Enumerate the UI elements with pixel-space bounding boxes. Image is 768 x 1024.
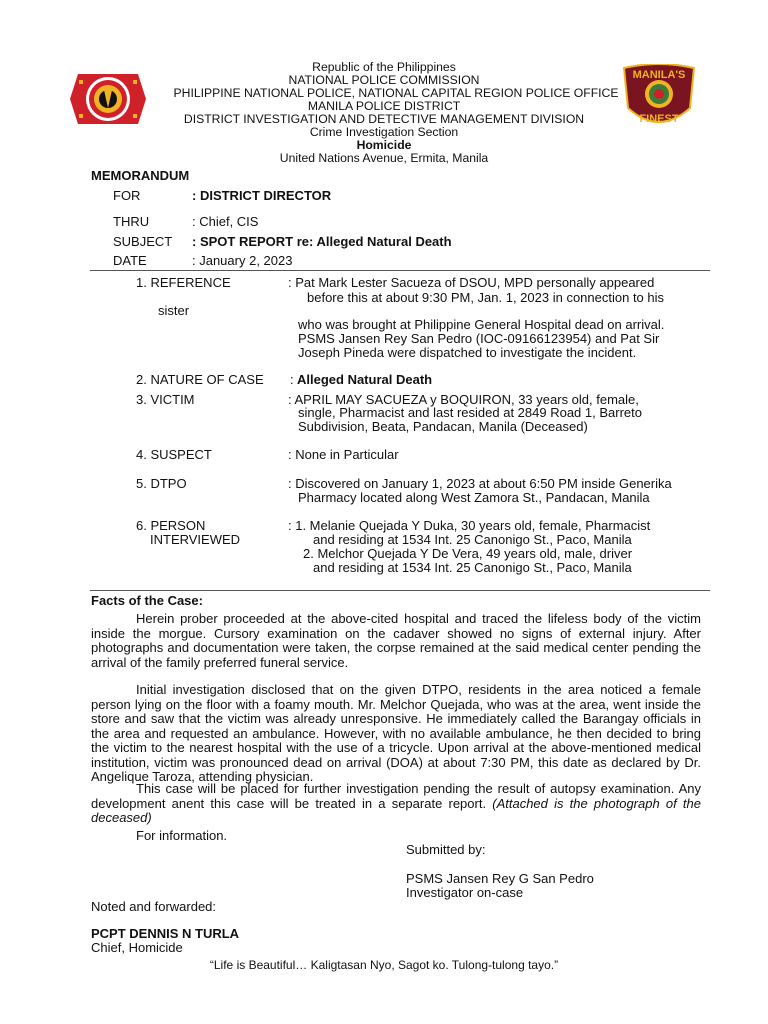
facts-p2-text: Initial investigation disclosed that on the given DTPO, residents in the area noticed a female person lying on the floor with a foamy mouth. Mr. Melchor Quejada, who was at the area, went inside the store and saw that the victim was already unresponsive. He immediately called the Barangay officials in the area and requested an ambulance. However, with no available ambulance, he then decided to bring the victim to the nearest hospital with the use of a tricycle. Upon arrival at the above-mentioned medical institution, victim was pronounced dead on arrival (DOA) at about 7:30 PM, this date as declared by Dr. Angelique Taroza, attending physician. [91,682,701,784]
subject-value: : SPOT REPORT re: Alleged Natural Death [192,234,452,249]
reference-sister: sister [158,303,190,318]
suspect-label: 4. SUSPECT [136,447,212,462]
submitted-by-label: Submitted by: [406,842,486,857]
person-label1: 6. PERSON [136,518,206,533]
person-line2: and residing at 1534 Int. 25 Canonigo St., Paco, Manila [313,532,632,547]
submitter-role: Investigator on-case [406,885,524,900]
facts-paragraph-1 [91,612,701,670]
memo-title: MEMORANDUM [91,168,190,183]
person-line4: and residing at 1534 Int. 25 Canonigo St., Paco, Manila [313,560,632,575]
chief-name: PCPT DENNIS N TURLA [91,926,240,941]
seal-bottom-text: FINEST [639,113,679,125]
reference-line5: Joseph Pineda were dispatched to investigate the incident. [298,345,637,360]
victim-line2: single, Pharmacist and last resided at 2849 Road 1, Barreto [298,405,642,420]
header-section: Crime Investigation Section [309,125,459,139]
dtpo-line2: Pharmacy located along West Zamora St., Pandacan, Manila [298,490,650,505]
person-label2: INTERVIEWED [150,532,241,547]
seal-top-text: MANILA'S [632,69,686,81]
reference-line4: PSMS Jansen Rey San Pedro (IOC-09166123954) and Pat Sir [298,331,660,346]
facts-p1-text: Herein prober proceeded at the above-cited hospital and traced the lifeless body of the victim inside the morgue. Cursory examination on the cadaver showed no signs of external injury. After photographs and documentation were taken, the corpse remained at the said medical center pending the arrival of the family preferred funeral service. [91,611,701,670]
victim-label: 3. VICTIM [136,392,195,407]
header-commission: NATIONAL POLICE COMMISSION [288,73,480,87]
header-unit: Homicide [356,138,412,152]
facts-heading: Facts of the Case: [91,593,203,608]
thru-value: : Chief, CIS [192,214,259,229]
header-address: United Nations Avenue, Ermita, Manila [279,151,489,165]
noted-forwarded-label: Noted and forwarded: [91,899,217,914]
nature-value: Alleged Natural Death [297,372,433,387]
for-label: FOR [113,188,141,203]
footer-motto: “Life is Beautiful… Kaligtasan Nyo, Sagot ko. Tulong-tulong tayo.” [209,958,559,972]
victim-line1: : APRIL MAY SACUEZA y BOQUIRON, 33 years old, female, [288,392,639,407]
date-value: : January 2, 2023 [192,253,293,268]
facts-paragraph-2 [91,683,701,785]
date-label: DATE [113,253,147,268]
reference-line1: : Pat Mark Lester Sacueza of DSOU, MPD personally appeared [288,275,655,290]
reference-line2: before this at about 9:30 PM, Jan. 1, 2023 in connection to his [307,290,665,305]
facts-paragraph-3 [91,782,701,826]
suspect-value: : None in Particular [288,447,399,462]
facts-divider [90,590,710,591]
dtpo-line1: : Discovered on January 1, 2023 at about 6:50 PM inside Generika [288,476,672,491]
dtpo-label: 5. DTPO [136,476,187,491]
header-republic: Republic of the Philippines [312,60,456,74]
for-value: : DISTRICT DIRECTOR [192,188,332,203]
memo-divider [90,270,710,271]
chief-role: Chief, Homicide [91,940,183,955]
facts-p3-text: This case will be placed for further investigation pending the result of autopsy examination. Any development anent this case will be treated in a separate report. [91,781,701,811]
facts-p3-italic: (Attached is the photograph of the deceased) [91,795,701,825]
reference-label: 1. REFERENCE [136,275,231,290]
person-line1: : 1. Melanie Quejada Y Duka, 30 years old, female, Pharmacist [288,518,651,533]
reference-line3: who was brought at Philippine General Hospital dead on arrival. [298,317,665,332]
header-division: DISTRICT INVESTIGATION AND DETECTIVE MANAGEMENT DIVISION [183,112,585,126]
for-information: For information. [136,828,228,843]
person-line3: 2. Melchor Quejada Y De Vera, 49 years old, male, driver [303,546,633,561]
header-pnp: PHILIPPINE NATIONAL POLICE, NATIONAL CAPITAL REGION POLICE OFFICE [173,86,619,100]
nature-colon: : [290,372,294,387]
thru-label: THRU [113,214,150,229]
header-district: MANILA POLICE DISTRICT [307,99,461,113]
nature-label: 2. NATURE OF CASE [136,372,264,387]
victim-line3: Subdivision, Beata, Pandacan, Manila (Deceased) [298,419,588,434]
submitter-name: PSMS Jansen Rey G San Pedro [406,871,594,886]
subject-label: SUBJECT [113,234,173,249]
